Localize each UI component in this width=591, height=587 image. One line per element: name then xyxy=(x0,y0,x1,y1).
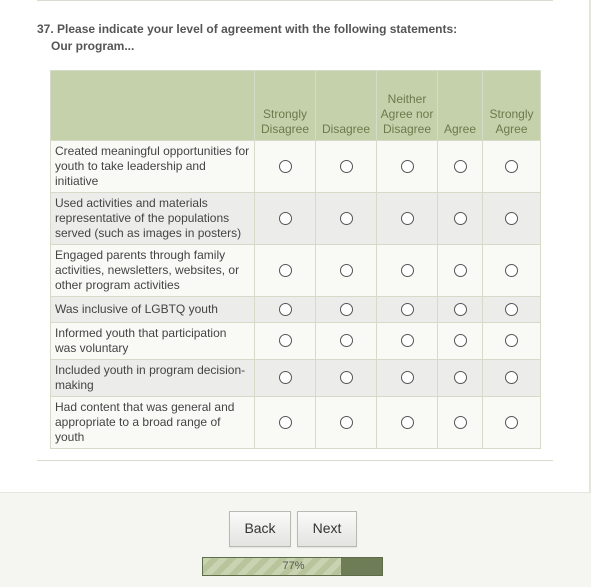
option-cell[interactable] xyxy=(483,193,541,245)
radio-button[interactable] xyxy=(279,160,292,173)
statement-label: Included youth in program decision-making xyxy=(51,360,255,397)
column-header: Agree xyxy=(438,71,483,141)
option-cell[interactable] xyxy=(255,323,316,360)
option-cell[interactable] xyxy=(316,193,377,245)
radio-button[interactable] xyxy=(505,334,518,347)
column-header: Disagree xyxy=(316,71,377,141)
option-cell[interactable] xyxy=(483,360,541,397)
option-cell[interactable] xyxy=(377,245,438,297)
back-button[interactable]: Back xyxy=(229,511,291,547)
radio-button[interactable] xyxy=(454,212,467,225)
radio-button[interactable] xyxy=(401,334,414,347)
statement-label: Was inclusive of LGBTQ youth xyxy=(51,297,255,323)
option-cell[interactable] xyxy=(438,397,483,449)
option-cell[interactable] xyxy=(377,360,438,397)
column-header: Strongly Disagree xyxy=(255,71,316,141)
option-cell[interactable] xyxy=(438,360,483,397)
option-cell[interactable] xyxy=(255,141,316,193)
radio-button[interactable] xyxy=(401,160,414,173)
radio-button[interactable] xyxy=(279,371,292,384)
radio-button[interactable] xyxy=(401,416,414,429)
radio-button[interactable] xyxy=(454,303,467,316)
option-cell[interactable] xyxy=(255,360,316,397)
radio-button[interactable] xyxy=(340,334,353,347)
column-header: Neither Agree nor Disagree xyxy=(377,71,438,141)
radio-button[interactable] xyxy=(454,371,467,384)
radio-button[interactable] xyxy=(454,264,467,277)
option-cell[interactable] xyxy=(316,397,377,449)
question-title xyxy=(37,21,537,55)
option-cell[interactable] xyxy=(316,141,377,193)
option-cell[interactable] xyxy=(316,245,377,297)
radio-button[interactable] xyxy=(340,416,353,429)
option-cell[interactable] xyxy=(438,141,483,193)
table-row xyxy=(51,360,541,397)
question-text: 37. Please indicate your level of agreement with the following statements: xyxy=(37,22,458,36)
table-row xyxy=(51,141,541,193)
radio-button[interactable] xyxy=(401,371,414,384)
option-cell[interactable] xyxy=(255,297,316,323)
statement-label: Informed youth that participation was voluntary xyxy=(51,323,255,360)
radio-button[interactable] xyxy=(401,212,414,225)
progress-bar xyxy=(202,557,383,576)
option-cell[interactable] xyxy=(316,297,377,323)
option-cell[interactable] xyxy=(255,193,316,245)
option-cell[interactable] xyxy=(438,297,483,323)
statement-label: Used activities and materials representative of the populations served (such as images in posters) xyxy=(51,193,255,245)
likert-grid xyxy=(50,70,541,449)
option-cell[interactable] xyxy=(438,245,483,297)
radio-button[interactable] xyxy=(505,212,518,225)
radio-button[interactable] xyxy=(279,212,292,225)
progress-label: 77% xyxy=(282,560,305,572)
radio-button[interactable] xyxy=(279,334,292,347)
radio-button[interactable] xyxy=(340,160,353,173)
option-cell[interactable] xyxy=(377,297,438,323)
header-row xyxy=(51,71,541,141)
radio-button[interactable] xyxy=(505,371,518,384)
radio-button[interactable] xyxy=(454,160,467,173)
radio-button[interactable] xyxy=(505,264,518,277)
option-cell[interactable] xyxy=(483,245,541,297)
next-button[interactable]: Next xyxy=(297,511,357,547)
radio-button[interactable] xyxy=(505,160,518,173)
table-row xyxy=(51,323,541,360)
option-cell[interactable] xyxy=(483,397,541,449)
radio-button[interactable] xyxy=(505,416,518,429)
option-cell[interactable] xyxy=(438,323,483,360)
option-cell[interactable] xyxy=(483,141,541,193)
option-cell[interactable] xyxy=(377,193,438,245)
radio-button[interactable] xyxy=(279,264,292,277)
table-row xyxy=(51,193,541,245)
option-cell[interactable] xyxy=(377,141,438,193)
radio-button[interactable] xyxy=(340,212,353,225)
table-row xyxy=(51,245,541,297)
table-row xyxy=(51,297,541,323)
radio-button[interactable] xyxy=(340,303,353,316)
option-cell[interactable] xyxy=(316,360,377,397)
table-row xyxy=(51,397,541,449)
radio-button[interactable] xyxy=(279,303,292,316)
statement-label: Engaged parents through family activities, newsletters, websites, or other program activities xyxy=(51,245,255,297)
option-cell[interactable] xyxy=(377,323,438,360)
radio-button[interactable] xyxy=(401,264,414,277)
option-cell[interactable] xyxy=(316,323,377,360)
statement-label: Created meaningful opportunities for youth to take leadership and initiative xyxy=(51,141,255,193)
statement-label: Had content that was general and appropriate to a broad range of youth xyxy=(51,397,255,449)
radio-button[interactable] xyxy=(454,334,467,347)
option-cell[interactable] xyxy=(255,397,316,449)
radio-button[interactable] xyxy=(454,416,467,429)
header-blank xyxy=(51,71,255,141)
divider xyxy=(37,0,553,1)
column-header: Strongly Agree xyxy=(483,71,541,141)
radio-button[interactable] xyxy=(401,303,414,316)
option-cell[interactable] xyxy=(438,193,483,245)
option-cell[interactable] xyxy=(483,297,541,323)
radio-button[interactable] xyxy=(340,371,353,384)
radio-button[interactable] xyxy=(505,303,518,316)
option-cell[interactable] xyxy=(255,245,316,297)
option-cell[interactable] xyxy=(483,323,541,360)
divider xyxy=(37,460,553,461)
question-subtitle: Our program... xyxy=(51,39,135,53)
radio-button[interactable] xyxy=(340,264,353,277)
option-cell[interactable] xyxy=(377,397,438,449)
radio-button[interactable] xyxy=(279,416,292,429)
